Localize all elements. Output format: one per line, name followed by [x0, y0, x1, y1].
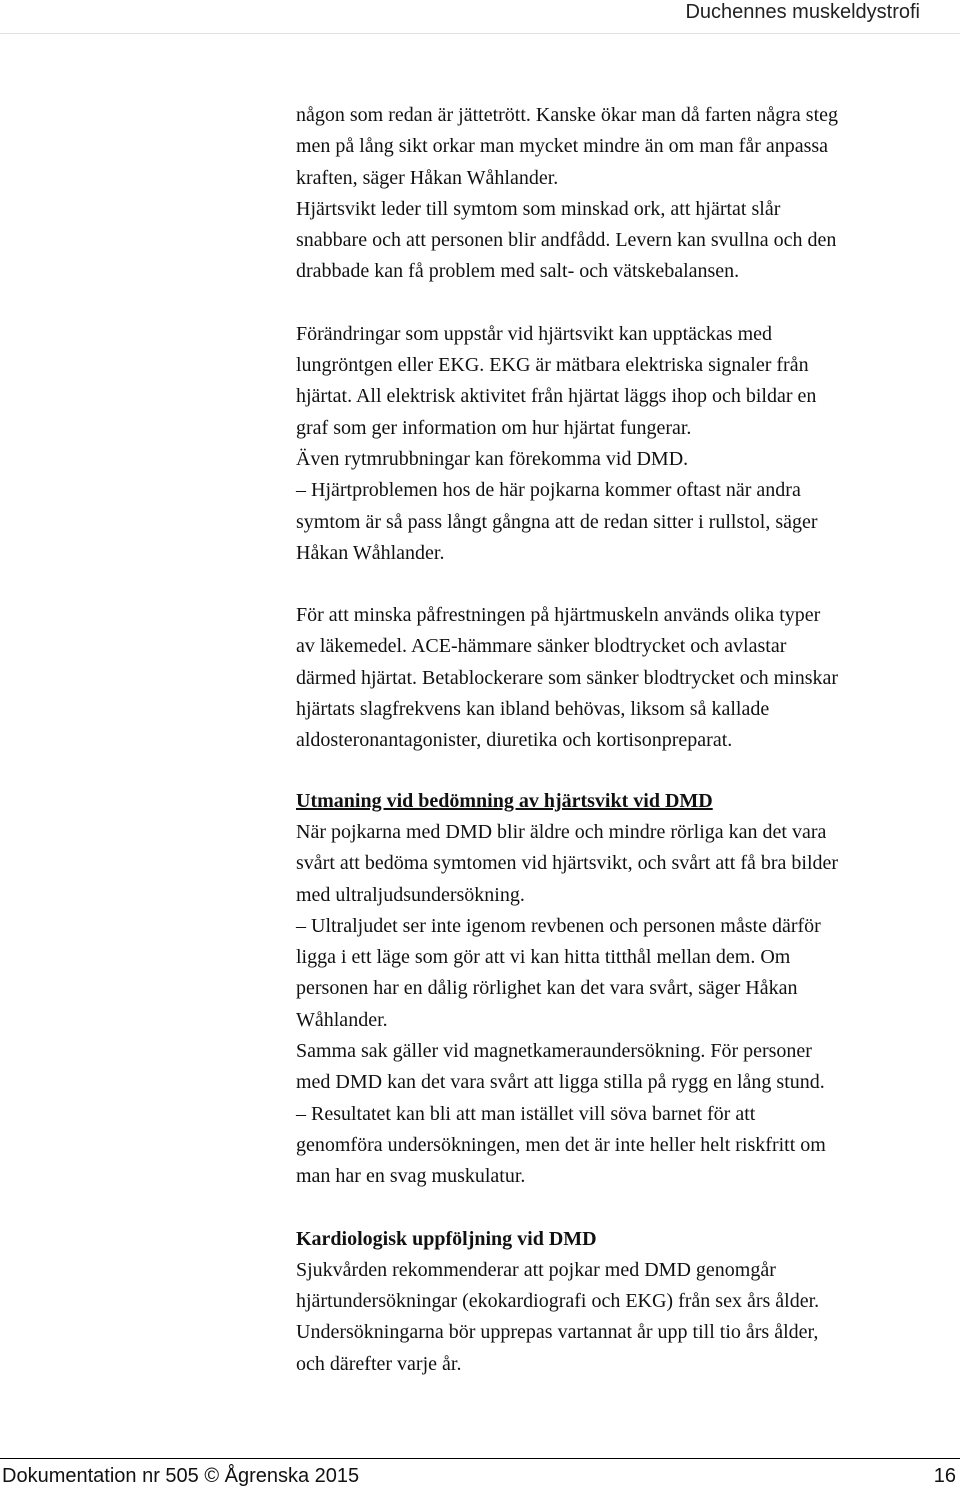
section-heading-assessment: Utmaning vid bedömning av hjärtsvikt vid DMD	[296, 789, 713, 812]
text-line: För att minska påfrestningen på hjärtmuskeln används olika typer	[296, 604, 821, 627]
section-heading-followup: Kardiologisk uppföljning vid DMD	[296, 1227, 597, 1250]
text-line: därmed hjärtat. Betablockerare som sänker blodtrycket och minskar	[296, 666, 839, 689]
text-line: hjärtat. All elektrisk aktivitet från hjärtat läggs ihop och bildar en	[296, 385, 817, 408]
text-line: – Resultatet kan bli att man istället vill söva barnet för att	[296, 1102, 756, 1125]
text-line: Undersökningarna bör upprepas vartannat år upp till tio års ålder,	[296, 1321, 819, 1344]
text-line: Förändringar som uppstår vid hjärtsvikt kan upptäckas med	[296, 322, 773, 345]
text-line: När pojkarna med DMD blir äldre och mindre rörliga kan det vara	[296, 820, 827, 843]
text-line: hjärtats slagfrekvens kan ibland behövas, liksom så kallade	[296, 698, 770, 721]
article-body	[296, 100, 936, 1380]
text-line: – Hjärtproblemen hos de här pojkarna kommer oftast när andra	[296, 479, 801, 502]
paragraph-3	[296, 600, 936, 756]
text-line: med DMD kan det vara svårt att ligga stilla på rygg en lång stund.	[296, 1071, 825, 1094]
text-line: personen har en dålig rörlighet kan det vara svårt, säger Håkan	[296, 977, 798, 1000]
text-line: graf som ger information om hur hjärtat fungerar.	[296, 416, 692, 439]
text-line: någon som redan är jättetrött. Kanske ökar man då farten några steg	[296, 104, 839, 126]
text-line: Sjukvården rekommenderar att pojkar med DMD genomgår	[296, 1258, 776, 1281]
text-line: genomföra undersökningen, men det är inte heller helt riskfritt om	[296, 1133, 826, 1156]
text-line: symtom är så pass långt gångna att de redan sitter i rullstol, säger	[296, 510, 818, 533]
text-line: hjärtundersökningar (ekokardiografi och EKG) från sex års ålder.	[296, 1290, 820, 1313]
text-line: ligga i ett läge som gör att vi kan hitta titthål mellan dem. Om	[296, 946, 791, 969]
text-line: Även rytmrubbningar kan förekomma vid DMD.	[296, 447, 689, 470]
text-line: Samma sak gäller vid magnetkameraundersökning. För personer	[296, 1040, 812, 1063]
text-line: kraften, säger Håkan Wåhlander.	[296, 166, 559, 189]
text-line: snabbare och att personen blir andfådd. Levern kan svullna och den	[296, 229, 837, 252]
footer-divider	[0, 1458, 960, 1459]
page-footer	[0, 1465, 960, 1493]
text-line: man har en svag muskulatur.	[296, 1165, 526, 1188]
paragraph-4	[296, 817, 936, 1193]
header-divider	[0, 33, 960, 34]
text-line: drabbade kan få problem med salt- och vätskebalansen.	[296, 260, 740, 283]
text-line: av läkemedel. ACE-hämmare sänker blodtrycket och avlastar	[296, 635, 787, 658]
text-line: Hjärtsvikt leder till symtom som minskad ork, att hjärtat slår	[296, 197, 781, 220]
text-line: – Ultraljudet ser inte igenom revbenen och personen måste därför	[296, 914, 821, 937]
paragraph-2	[296, 319, 936, 569]
text-line: Håkan Wåhlander.	[296, 541, 445, 564]
running-header: Duchennes muskeldystrofi	[685, 1, 920, 23]
text-line: aldosteronantagonister, diuretika och kortisonpreparat.	[296, 729, 733, 752]
text-line: och därefter varje år.	[296, 1352, 462, 1375]
text-line: med ultraljudsundersökning.	[296, 883, 525, 906]
paragraph-1	[296, 100, 936, 288]
text-line: svårt att bedöma symtomen vid hjärtsvikt, och svårt att få bra bilder	[296, 852, 839, 875]
footer-citation: Dokumentation nr 505 © Ågrenska 2015	[2, 1465, 360, 1487]
text-line: Wåhlander.	[296, 1008, 388, 1031]
text-line: men på lång sikt orkar man mycket mindre än om man får anpassa	[296, 135, 829, 158]
text-line: lungröntgen eller EKG. EKG är mätbara elektriska signaler från	[296, 354, 809, 377]
page-number: 16	[933, 1465, 956, 1487]
paragraph-5	[296, 1255, 936, 1380]
